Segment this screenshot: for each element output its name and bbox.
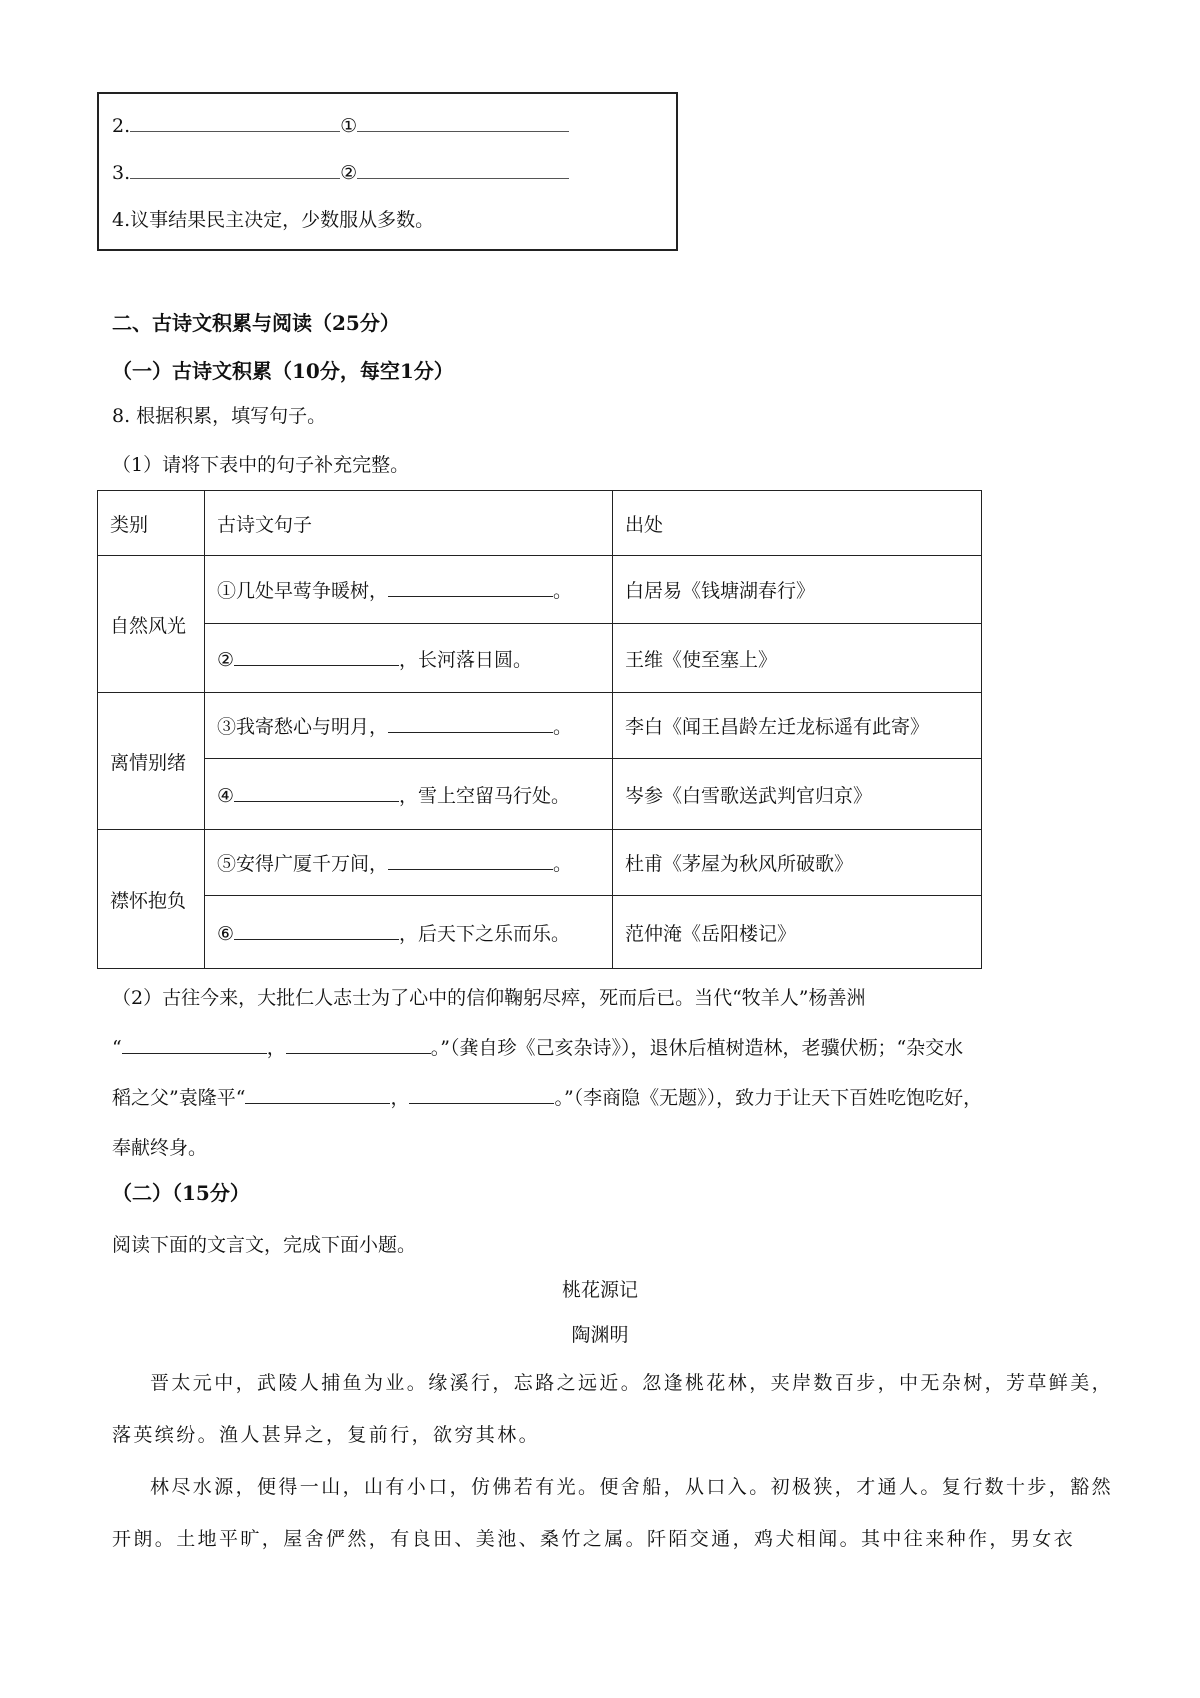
table-row bbox=[98, 693, 982, 759]
question-8-2-line-3: 稻之父”袁隆平“ ， 。”（李商隐《无题》），致力于让天下百姓吃饱吃好， bbox=[112, 1087, 983, 1109]
header-source: 出处 bbox=[613, 491, 982, 556]
fill-blank[interactable] bbox=[245, 1085, 390, 1104]
article-paragraph-2: 林尽水源，便得一山，山有小口，仿佛若有光。便舍船，从口入。初极狭，才通人。复行数十步，豁然开朗。土地平旷，屋舍俨然，有良田、美池、桑竹之属。阡陌交通，鸡犬相闻。其中往来种作，男女衣 bbox=[112, 1476, 1114, 1550]
article-title: 桃花源记 bbox=[561, 1279, 638, 1301]
answer-box bbox=[97, 92, 678, 251]
article-paragraph-1: 晋太元中，武陵人捕鱼为业。缘溪行，忘路之远近。忽逢桃花林，夹岸数百步，中无杂树，芳草鲜美，落英缤纷。渔人甚异之，复前行，欲穷其林。 bbox=[112, 1372, 1114, 1446]
box-row-2 bbox=[112, 114, 569, 138]
fill-blank[interactable] bbox=[388, 851, 553, 870]
reading-instruction: 阅读下面的文言文，完成下面小题。 bbox=[112, 1234, 417, 1256]
fill-blank[interactable] bbox=[234, 921, 399, 940]
category-cell: 襟怀抱负 bbox=[98, 830, 205, 969]
source-cell: 岑参《白雪歌送武判官归京》 bbox=[613, 759, 982, 830]
sentence-cell: ⑥ ，后天下之乐而乐。 bbox=[205, 896, 613, 969]
sentence-cell: ④ ，雪上空留马行处。 bbox=[205, 759, 613, 830]
source-cell: 白居易《钱塘湖春行》 bbox=[613, 556, 982, 624]
answer-blank[interactable] bbox=[357, 161, 569, 179]
question-8-2-line-4: 奉献终身。 bbox=[112, 1137, 208, 1159]
table-row bbox=[98, 624, 982, 693]
table-row bbox=[98, 830, 982, 896]
circle-number: ① bbox=[340, 115, 358, 137]
fill-blank[interactable] bbox=[234, 783, 399, 802]
answer-blank[interactable] bbox=[130, 161, 340, 179]
source-cell: 李白《闻王昌龄左迁龙标遥有此寄》 bbox=[613, 693, 982, 759]
subsection-heading-2: （二）（15分） bbox=[112, 1181, 250, 1205]
category-cell: 自然风光 bbox=[98, 556, 205, 693]
question-8: 8. 根据积累，填写句子。 bbox=[112, 405, 327, 427]
question-8-1: （1）请将下表中的句子补充完整。 bbox=[112, 454, 410, 476]
section-heading: 二、古诗文积累与阅读（25分） bbox=[112, 311, 400, 335]
circle-number: ② bbox=[340, 162, 358, 184]
sentence-cell: ② ，长河落日圆。 bbox=[205, 624, 613, 693]
sentence-cell: ⑤安得广厦千万间， 。 bbox=[205, 830, 613, 896]
header-category: 类别 bbox=[98, 491, 205, 556]
source-cell: 王维《使至塞上》 bbox=[613, 624, 982, 693]
box-row-3 bbox=[112, 161, 569, 185]
fill-blank[interactable] bbox=[286, 1035, 431, 1054]
box-row-4: 4.议事结果民主决定，少数服从多数。 bbox=[112, 209, 435, 231]
fill-blank[interactable] bbox=[409, 1085, 554, 1104]
answer-blank[interactable] bbox=[130, 114, 340, 132]
source-cell: 杜甫《茅屋为秋风所破歌》 bbox=[613, 830, 982, 896]
fill-blank[interactable] bbox=[122, 1035, 267, 1054]
poem-table bbox=[97, 490, 982, 969]
article-author: 陶渊明 bbox=[571, 1324, 629, 1346]
subsection-heading: （一）古诗文积累（10分，每空1分） bbox=[112, 359, 454, 383]
fill-blank[interactable] bbox=[388, 714, 553, 733]
row-number: 2. bbox=[112, 115, 131, 137]
question-8-2-line-1: （2）古往今来，大批仁人志士为了心中的信仰鞠躬尽瘁，死而后已。当代“牧羊人”杨善洲 bbox=[112, 987, 866, 1009]
question-8-2-line-2: “ ， 。”（龚自珍《己亥杂诗》），退休后植树造林，老骥伏枥；“杂交水 bbox=[112, 1037, 964, 1059]
fill-blank[interactable] bbox=[388, 578, 553, 597]
sentence-cell: ③我寄愁心与明月， 。 bbox=[205, 693, 613, 759]
source-cell: 范仲淹《岳阳楼记》 bbox=[613, 896, 982, 969]
table-row bbox=[98, 896, 982, 969]
fill-blank[interactable] bbox=[234, 647, 399, 666]
row-number: 3. bbox=[112, 162, 131, 184]
sentence-cell: ①几处早莺争暖树， 。 bbox=[205, 556, 613, 624]
header-sentence: 古诗文句子 bbox=[205, 491, 613, 556]
table-header-row bbox=[98, 491, 982, 556]
category-cell: 离情别绪 bbox=[98, 693, 205, 830]
answer-blank[interactable] bbox=[357, 114, 569, 132]
table-row bbox=[98, 759, 982, 830]
table-row bbox=[98, 556, 982, 624]
